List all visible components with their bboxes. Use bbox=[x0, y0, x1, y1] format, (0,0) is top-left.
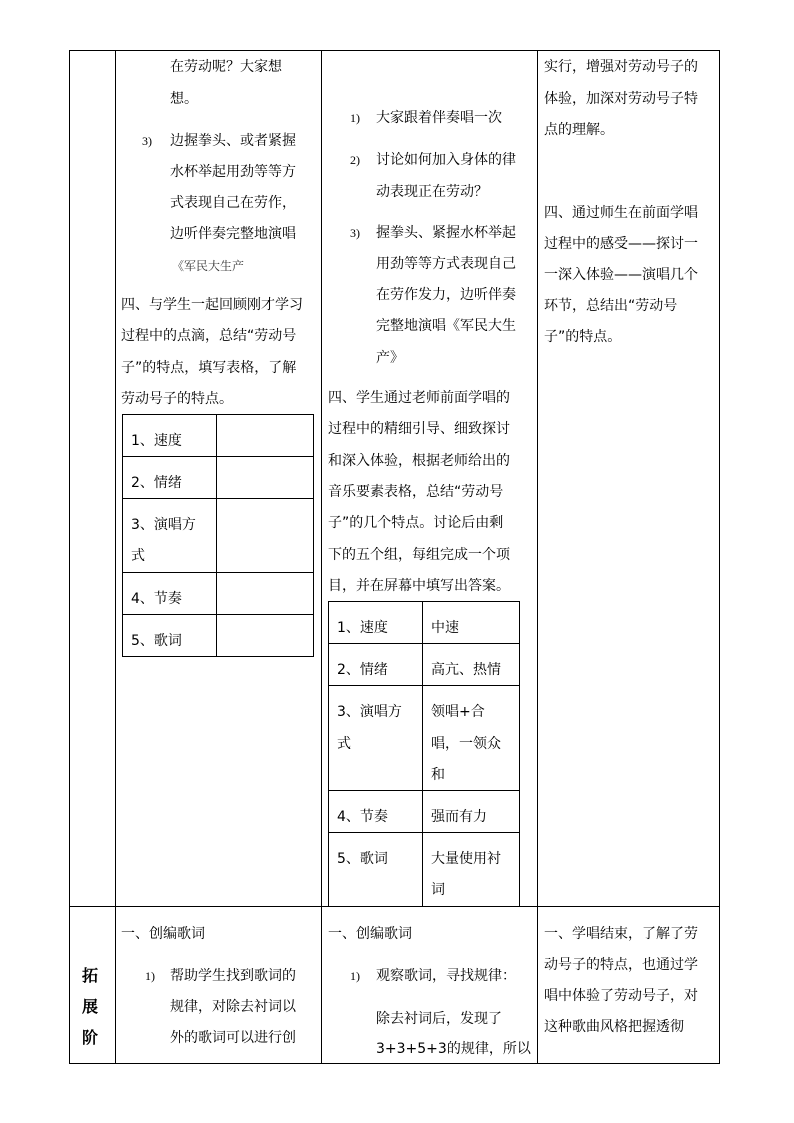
grid-line-left bbox=[69, 50, 70, 1064]
answer-value: 领唱+合 bbox=[431, 704, 485, 720]
feature-label: 式 bbox=[131, 548, 145, 564]
item-number: 1) bbox=[350, 111, 360, 125]
answer-label: 2、情绪 bbox=[337, 662, 388, 678]
intent-line: 四、通过师生在前面学唱 bbox=[544, 205, 698, 221]
item-number: 2) bbox=[350, 153, 360, 167]
section-line: 过程中的精细引导、细致探讨 bbox=[328, 421, 510, 437]
intent-line: 点的理解。 bbox=[544, 122, 614, 138]
intent-line: 一、学唱结束，了解了劳 bbox=[544, 926, 698, 942]
features-table-divider bbox=[216, 414, 217, 656]
item-number: 1) bbox=[350, 969, 360, 983]
item-number: 3) bbox=[142, 134, 152, 148]
intent-line: 体验，加深对劳动号子特 bbox=[544, 91, 698, 107]
section-line: 劳动号子的特点。 bbox=[121, 391, 233, 407]
item-line: 产》 bbox=[376, 350, 404, 366]
stage-char: 拓 bbox=[82, 966, 99, 985]
answer-label: 3、演唱方 bbox=[337, 704, 402, 720]
features-table-frame bbox=[122, 414, 314, 657]
section-line: 四、与学生一起回顾刚才学习 bbox=[121, 297, 303, 313]
answer-value: 大量使用衬 bbox=[431, 851, 501, 867]
intent-line: 一深入体验——演唱几个 bbox=[544, 267, 698, 283]
answers-table-divider bbox=[422, 601, 423, 906]
item-line: 在劳作发力，边听伴奏 bbox=[376, 287, 516, 303]
item-line: 观察歌词，寻找规律： bbox=[376, 968, 516, 984]
answers-table-row-line bbox=[328, 643, 519, 644]
answers-table-row-line bbox=[328, 685, 519, 686]
item-line: 动表现正在劳动？ bbox=[376, 184, 488, 200]
section-line: 和深入体验，根据老师给出的 bbox=[328, 453, 510, 469]
answer-value: 和 bbox=[431, 767, 445, 783]
section-line: 音乐要素表格，总结“劳动号 bbox=[328, 484, 504, 500]
item-number: 3) bbox=[350, 226, 360, 240]
feature-label: 4、节奏 bbox=[131, 591, 182, 607]
features-table-row-line bbox=[122, 614, 313, 615]
item-line: 完整地演唱《军民大生 bbox=[376, 318, 516, 334]
continued-line: 在劳动呢？大家想 bbox=[170, 59, 282, 75]
item-line: 帮助学生找到歌词的 bbox=[170, 968, 296, 984]
features-table-row-line bbox=[122, 498, 313, 499]
grid-line-col1 bbox=[115, 50, 116, 1064]
answers-table-row-line bbox=[328, 790, 519, 791]
grid-line-top bbox=[69, 50, 720, 51]
item-line: 边握拳头、或者紧握 bbox=[170, 133, 296, 149]
section-line: 过程中的点滴，总结“劳动号 bbox=[121, 328, 297, 344]
item-line: 握拳头、紧握水杯举起 bbox=[376, 225, 516, 241]
section-line: 子”的几个特点。讨论后由剩 bbox=[328, 515, 504, 531]
stage-char: 展 bbox=[82, 997, 99, 1016]
continued-line: 想。 bbox=[170, 91, 198, 107]
section-heading: 一、创编歌词 bbox=[328, 926, 412, 942]
intent-line: 实行，增强对劳动号子的 bbox=[544, 59, 698, 75]
answer-label: 1、速度 bbox=[337, 620, 388, 636]
answers-table-row-line bbox=[328, 832, 519, 833]
grid-line-right bbox=[719, 50, 720, 1064]
item-line: 式表现自己在劳作， bbox=[170, 195, 296, 211]
section-line: 子”的特点，填写表格，了解 bbox=[121, 360, 297, 376]
feature-label: 3、演唱方 bbox=[131, 517, 196, 533]
intent-line: 唱中体验了劳动号子，对 bbox=[544, 988, 698, 1004]
feature-label: 5、歌词 bbox=[131, 633, 182, 649]
item-line: 3+3+5+3的规律，所以 bbox=[376, 1041, 531, 1057]
answer-value: 高亢、热情 bbox=[431, 662, 501, 678]
section-line: 四、学生通过老师前面学唱的 bbox=[328, 390, 510, 406]
grid-line-col2 bbox=[321, 50, 322, 1064]
item-line: 规律，对除去衬词以 bbox=[170, 999, 296, 1015]
intent-line: 这种歌曲风格把握透彻 bbox=[544, 1019, 684, 1035]
item-line: 大家跟着伴奏唱一次 bbox=[376, 110, 502, 126]
item-line: 边听伴奏完整地演唱 bbox=[170, 226, 296, 242]
answer-value: 唱，一领众 bbox=[431, 736, 501, 752]
section-line: 目，并在屏幕中填写出答案。 bbox=[328, 578, 510, 594]
item-line: 用劲等等方式表现自己 bbox=[376, 256, 516, 272]
answer-label: 式 bbox=[337, 736, 351, 752]
features-table-row-line bbox=[122, 572, 313, 573]
song-title: 《军民大生产 bbox=[172, 259, 245, 273]
item-line: 除去衬词后，发现了 bbox=[376, 1011, 502, 1027]
grid-line-bottom bbox=[69, 1063, 720, 1064]
answer-value: 词 bbox=[431, 882, 445, 898]
features-table-row-line bbox=[122, 456, 313, 457]
intent-line: 环节，总结出“劳动号 bbox=[544, 298, 678, 314]
answer-label: 4、节奏 bbox=[337, 809, 388, 825]
item-line: 水杯举起用劲等等方 bbox=[170, 164, 296, 180]
section-line: 下的五个组，每组完成一个项 bbox=[328, 547, 510, 563]
item-line: 讨论如何加入身体的律 bbox=[376, 152, 516, 168]
section-heading: 一、创编歌词 bbox=[121, 926, 205, 942]
answer-value: 中速 bbox=[431, 620, 459, 636]
feature-label: 2、情绪 bbox=[131, 475, 182, 491]
answer-label: 5、歌词 bbox=[337, 851, 388, 867]
answer-value: 强而有力 bbox=[431, 809, 487, 825]
stage-char: 阶 bbox=[82, 1028, 99, 1047]
feature-label: 1、速度 bbox=[131, 433, 182, 449]
item-line: 外的歌词可以进行创 bbox=[170, 1030, 296, 1046]
grid-line-col3 bbox=[537, 50, 538, 1064]
intent-line: 动号子的特点，也通过学 bbox=[544, 957, 698, 973]
item-number: 1) bbox=[145, 969, 155, 983]
intent-line: 子”的特点。 bbox=[544, 329, 622, 345]
intent-line: 过程中的感受——探讨一 bbox=[544, 236, 698, 252]
